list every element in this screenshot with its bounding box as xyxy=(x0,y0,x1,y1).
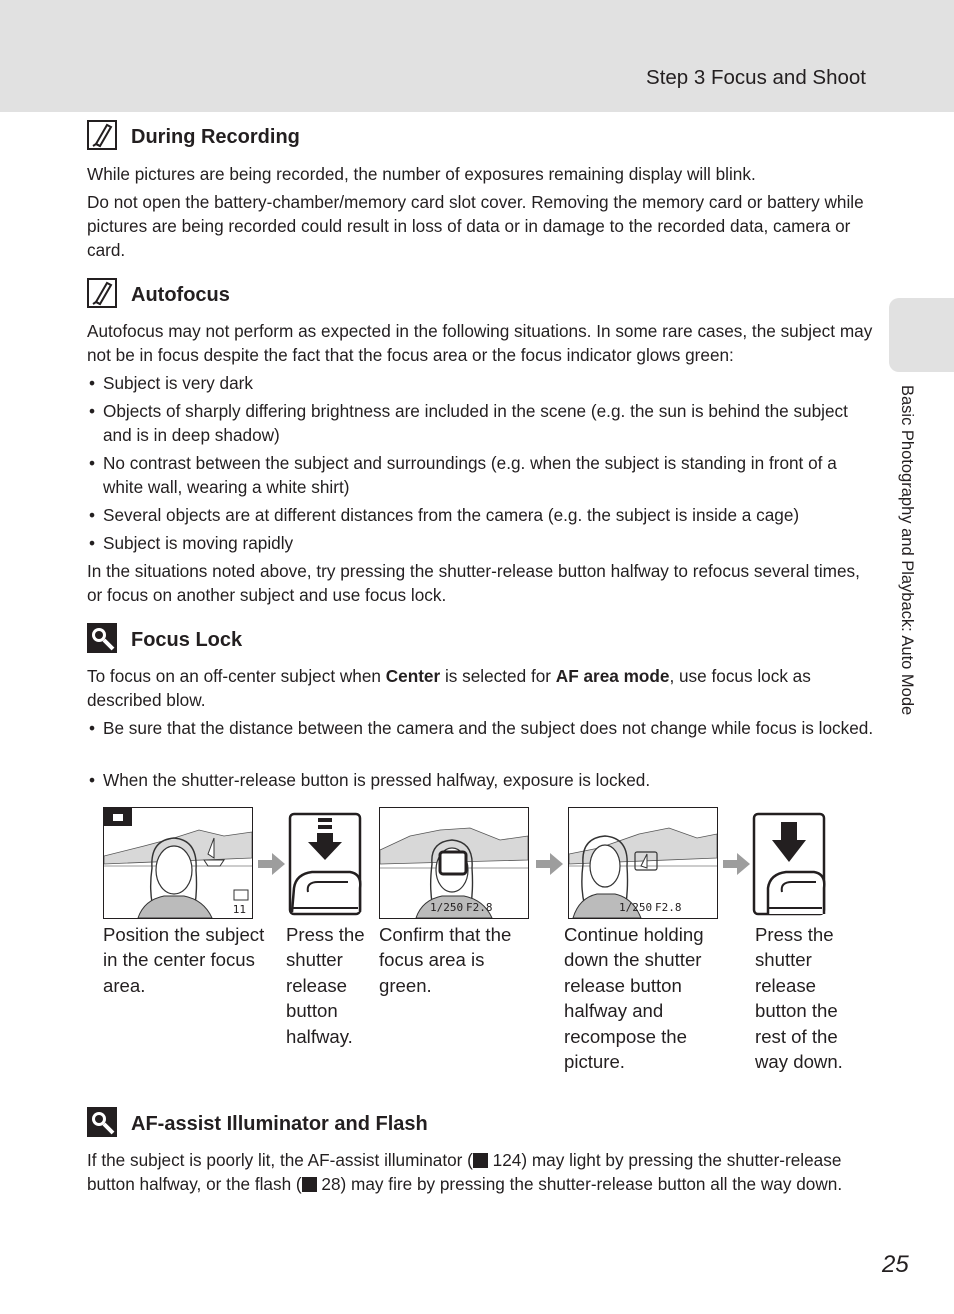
shutter-half-press-icon xyxy=(288,812,362,916)
autofocus-outro: In the situations noted above, try pressing the shutter-release button halfway to refocus several times, or focus on another subject and use focus lock. xyxy=(87,561,860,605)
focus-lock-bullet: • When the shutter-release button is pressed halfway, exposure is locked. xyxy=(87,768,877,792)
shutter-full-press-icon xyxy=(752,812,826,916)
page-number: 25 xyxy=(882,1251,909,1278)
focus-lock-bullet: • Be sure that the distance between the camera and the subject does not change while focus is locked. xyxy=(87,716,877,740)
aperture-readout: F2.8 xyxy=(655,901,682,914)
section-title-af-assist: AF-assist Illuminator and Flash xyxy=(131,1113,428,1135)
arrow-right-icon xyxy=(258,852,286,876)
book-reference-icon[interactable] xyxy=(302,1177,317,1192)
autofocus-bullet: • Subject is very dark xyxy=(87,371,877,395)
autofocus-bullet: • No contrast between the subject and surroundings (e.g. when the subject is standing in front of a white wall, wearing a white shirt) xyxy=(87,451,877,499)
magnifier-note-icon xyxy=(87,623,117,653)
aperture-readout: F2.8 xyxy=(466,901,493,914)
section-title-during-recording: During Recording xyxy=(131,126,300,148)
autofocus-bullet: • Subject is moving rapidly xyxy=(87,531,877,555)
camera-screen-step-3 xyxy=(379,807,529,919)
arrow-right-icon xyxy=(723,852,751,876)
autofocus-bullet: • Several objects are at different distances from the camera (e.g. the subject is inside a cage) xyxy=(87,503,877,527)
step-caption: Confirm that the focus area is green. xyxy=(379,924,512,996)
shutter-speed-readout: 1/250 xyxy=(619,901,653,914)
autofocus-intro: Autofocus may not perform as expected in the following situations. In some rare cases, the subject may not be in focus despite the fact that the focus area or the focus indicator glows green: xyxy=(87,321,873,365)
focus-lock-intro: To focus on an off-center subject when Center is selected for AF area mode, use focus lock as described blow. xyxy=(87,666,811,710)
autofocus-bullet: • Objects of sharply differing brightness are included in the scene (e.g. the sun is behind the subject and is in deep shadow) xyxy=(87,399,877,447)
af-assist-para: If the subject is poorly lit, the AF-assist illuminator ( 124) may light by pressing the shutter-release button halfway, or the flash ( 28) may fire by pressing the shutter-release button all the way down. xyxy=(87,1150,843,1194)
section-title-autofocus: Autofocus xyxy=(131,284,230,306)
magnifier-note-icon xyxy=(87,1107,117,1137)
header-band xyxy=(0,0,954,112)
section-title-focus-lock: Focus Lock xyxy=(131,629,243,651)
step-caption: Press the shutter release button halfway. xyxy=(286,924,365,1047)
step-caption: Continue holding down the shutter release button halfway and recompose the picture. xyxy=(564,924,704,1073)
remaining-exposures-readout: 11 xyxy=(232,903,246,916)
chapter-side-label: Basic Photography and Playback: Auto Mode xyxy=(898,385,916,716)
caution-pen-icon xyxy=(87,120,117,150)
shutter-speed-readout: 1/250 xyxy=(430,901,464,914)
camera-screen-step-4 xyxy=(568,807,718,919)
caution-pen-icon xyxy=(87,278,117,308)
during-recording-para-2: Do not open the battery-chamber/memory card slot cover. Removing the memory card or battery while pictures are being recorded could result in loss of data or in damage to the recorded data, camera or card. xyxy=(87,192,864,260)
page-header-title: Step 3 Focus and Shoot xyxy=(646,66,866,89)
step-caption: Press the shutter release button the rest of the way down. xyxy=(755,924,843,1073)
arrow-right-icon xyxy=(536,852,564,876)
chapter-tab xyxy=(889,298,954,372)
during-recording-para-1: While pictures are being recorded, the number of exposures remaining display will blink. xyxy=(87,164,756,184)
book-reference-icon[interactable] xyxy=(473,1153,488,1168)
step-caption: Position the subject in the center focus area. xyxy=(103,924,265,996)
camera-screen-step-1 xyxy=(103,807,253,919)
